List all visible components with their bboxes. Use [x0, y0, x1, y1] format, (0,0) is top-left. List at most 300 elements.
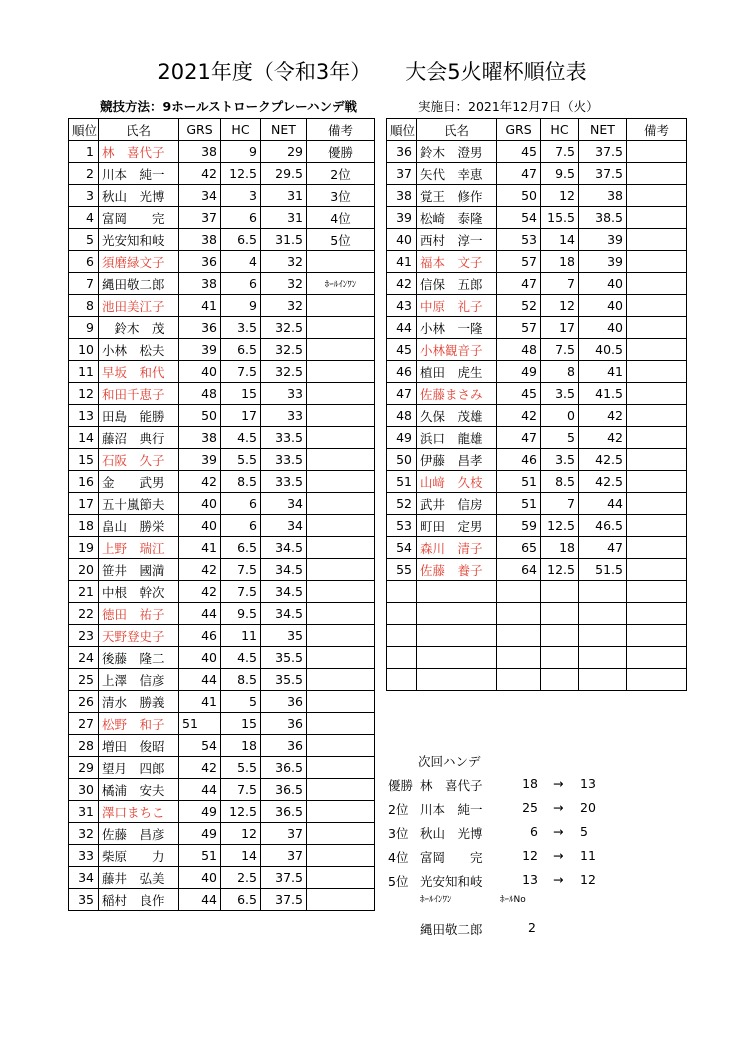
note-cell — [307, 757, 375, 779]
note-cell — [307, 669, 375, 691]
hc-cell: 3.5 — [541, 383, 579, 405]
table-row — [387, 669, 687, 691]
grs-cell — [497, 669, 541, 691]
net-cell: 40 — [579, 295, 627, 317]
header-note: 備考 — [307, 119, 375, 141]
note-cell — [307, 713, 375, 735]
note-cell — [307, 735, 375, 757]
net-cell: 51.5 — [579, 559, 627, 581]
table-row — [69, 515, 375, 537]
grs-cell: 47 — [497, 427, 541, 449]
rank-cell: 26 — [69, 691, 99, 713]
grs-cell: 52 — [497, 295, 541, 317]
grs-cell: 65 — [497, 537, 541, 559]
hc-cell: 9.5 — [221, 603, 261, 625]
header-rank: 順位 — [387, 119, 417, 141]
grs-cell: 38 — [179, 229, 221, 251]
net-cell: 37.5 — [261, 867, 307, 889]
grs-cell: 46 — [497, 449, 541, 471]
name-cell: 上澤 信彦 — [99, 669, 179, 691]
rank-cell — [387, 647, 417, 669]
rank-cell — [387, 669, 417, 691]
hole-in-one-number: 2 — [528, 920, 536, 935]
net-cell: 32 — [261, 273, 307, 295]
header-rank: 順位 — [69, 119, 99, 141]
note-cell — [627, 669, 687, 691]
table-row — [387, 625, 687, 647]
net-cell: 44 — [579, 493, 627, 515]
table-row — [69, 317, 375, 339]
grs-cell: 49 — [179, 801, 221, 823]
net-cell: 33.5 — [261, 427, 307, 449]
net-cell: 34.5 — [261, 537, 307, 559]
rank-cell: 15 — [69, 449, 99, 471]
grs-cell: 46 — [179, 625, 221, 647]
name-cell: 清水 勝義 — [99, 691, 179, 713]
table-row — [69, 163, 375, 185]
rank-cell: 4 — [69, 207, 99, 229]
note-cell — [627, 383, 687, 405]
table-row — [69, 581, 375, 603]
net-cell: 35 — [261, 625, 307, 647]
grs-cell: 44 — [179, 889, 221, 911]
table-row — [69, 735, 375, 757]
net-cell: 37 — [261, 823, 307, 845]
handicap-current: 6 — [530, 824, 538, 839]
hc-cell: 5 — [541, 427, 579, 449]
name-cell: 橘浦 安夫 — [99, 779, 179, 801]
handicap-player-name: 富岡 完 — [420, 850, 483, 865]
grs-cell: 40 — [179, 647, 221, 669]
rank-cell: 46 — [387, 361, 417, 383]
name-cell: 町田 定男 — [417, 515, 497, 537]
note-cell — [627, 493, 687, 515]
next-handicap-row — [388, 800, 708, 824]
rank-cell: 29 — [69, 757, 99, 779]
net-cell: 36.5 — [261, 801, 307, 823]
arrow-icon: → — [553, 776, 564, 791]
rank-cell: 55 — [387, 559, 417, 581]
note-cell — [307, 339, 375, 361]
rank-cell: 43 — [387, 295, 417, 317]
grs-cell: 40 — [179, 493, 221, 515]
header-name: 氏名 — [99, 119, 179, 141]
rank-cell: 35 — [69, 889, 99, 911]
table-row — [387, 361, 687, 383]
name-cell: 澤口まちこ — [99, 801, 179, 823]
note-cell — [307, 779, 375, 801]
rank-cell: 47 — [387, 383, 417, 405]
hc-cell: 7 — [541, 273, 579, 295]
note-cell — [307, 625, 375, 647]
rank-cell: 19 — [69, 537, 99, 559]
name-cell: 矢代 幸恵 — [417, 163, 497, 185]
hc-cell: 11 — [221, 625, 261, 647]
note-cell: 3位 — [307, 185, 375, 207]
rank-cell: 31 — [69, 801, 99, 823]
rank-cell: 49 — [387, 427, 417, 449]
table-row — [69, 185, 375, 207]
rank-cell: 34 — [69, 867, 99, 889]
name-cell: 上野 瑞江 — [99, 537, 179, 559]
table-row — [69, 471, 375, 493]
table-row — [69, 757, 375, 779]
net-cell: 38 — [579, 185, 627, 207]
table-row — [387, 273, 687, 295]
name-cell: 須磨緑文子 — [99, 251, 179, 273]
table-row — [69, 273, 375, 295]
note-cell — [307, 383, 375, 405]
note-cell — [307, 405, 375, 427]
arrow-icon: → — [553, 824, 564, 839]
note-cell — [627, 449, 687, 471]
rank-cell: 33 — [69, 845, 99, 867]
handicap-player-name: 林 喜代子 — [420, 778, 483, 793]
rank-cell: 5 — [69, 229, 99, 251]
rank-cell: 1 — [69, 141, 99, 163]
note-cell — [307, 867, 375, 889]
name-cell: 石阪 久子 — [99, 449, 179, 471]
table-row — [69, 141, 375, 163]
table-row — [387, 405, 687, 427]
header-hc: HC — [541, 119, 579, 141]
hc-cell: 14 — [541, 229, 579, 251]
name-cell: 伊藤 昌孝 — [417, 449, 497, 471]
note-cell — [307, 581, 375, 603]
name-cell: 西村 淳一 — [417, 229, 497, 251]
name-cell: 早坂 和代 — [99, 361, 179, 383]
note-cell — [627, 317, 687, 339]
net-cell: 33.5 — [261, 449, 307, 471]
handicap-next: 5 — [580, 824, 588, 839]
note-cell — [627, 163, 687, 185]
note-cell — [627, 471, 687, 493]
net-cell: 38.5 — [579, 207, 627, 229]
table-row — [69, 625, 375, 647]
net-cell: 39 — [579, 229, 627, 251]
header-note: 備考 — [627, 119, 687, 141]
grs-cell — [497, 625, 541, 647]
grs-cell: 44 — [179, 603, 221, 625]
hc-cell: 5.5 — [221, 449, 261, 471]
name-cell: 柴原 力 — [99, 845, 179, 867]
hc-cell — [541, 603, 579, 625]
name-cell: 金 武男 — [99, 471, 179, 493]
note-cell — [627, 427, 687, 449]
hc-cell: 4 — [221, 251, 261, 273]
table-row — [387, 427, 687, 449]
grs-cell: 54 — [497, 207, 541, 229]
hc-cell: 7.5 — [221, 361, 261, 383]
note-cell — [627, 339, 687, 361]
net-cell: 36.5 — [261, 779, 307, 801]
next-handicap-row — [388, 824, 708, 848]
grs-cell: 41 — [179, 295, 221, 317]
table-row — [69, 867, 375, 889]
name-cell: 縄田敬二郎 — [99, 273, 179, 295]
grs-cell: 47 — [497, 273, 541, 295]
hc-cell: 18 — [541, 251, 579, 273]
name-cell: 森川 清子 — [417, 537, 497, 559]
net-cell: 42.5 — [579, 471, 627, 493]
ranking-table-right — [386, 118, 687, 691]
hc-cell: 6 — [221, 207, 261, 229]
hc-cell: 12.5 — [541, 559, 579, 581]
note-cell — [307, 493, 375, 515]
table-row — [69, 207, 375, 229]
grs-cell: 42 — [179, 471, 221, 493]
note-cell — [307, 515, 375, 537]
net-cell — [579, 625, 627, 647]
note-cell: 優勝 — [307, 141, 375, 163]
net-cell: 47 — [579, 537, 627, 559]
net-cell: 36 — [261, 735, 307, 757]
table-row — [387, 581, 687, 603]
net-cell: 40 — [579, 317, 627, 339]
net-cell: 32.5 — [261, 317, 307, 339]
net-cell: 40 — [579, 273, 627, 295]
next-handicap-row — [388, 776, 708, 800]
header-net: NET — [579, 119, 627, 141]
rank-cell: 10 — [69, 339, 99, 361]
next-handicap-title: 次回ハンデ — [418, 754, 481, 769]
net-cell: 36.5 — [261, 757, 307, 779]
name-cell: 小林 一隆 — [417, 317, 497, 339]
net-cell: 42 — [579, 405, 627, 427]
name-cell: 後藤 隆二 — [99, 647, 179, 669]
hc-cell: 7 — [541, 493, 579, 515]
hc-cell: 12.5 — [221, 163, 261, 185]
net-cell: 39 — [579, 251, 627, 273]
hc-cell: 7.5 — [221, 559, 261, 581]
rank-cell: 44 — [387, 317, 417, 339]
net-cell: 36 — [261, 691, 307, 713]
rank-cell: 13 — [69, 405, 99, 427]
name-cell: 五十嵐節夫 — [99, 493, 179, 515]
note-cell — [307, 471, 375, 493]
grs-cell — [497, 603, 541, 625]
grs-cell: 45 — [497, 383, 541, 405]
name-cell: 鈴木 澄男 — [417, 141, 497, 163]
hc-cell: 12 — [541, 295, 579, 317]
note-cell — [307, 449, 375, 471]
hole-in-one-label: ﾎｰﾙｲﾝﾜﾝ — [420, 895, 452, 905]
note-cell — [627, 515, 687, 537]
name-cell: 佐藤 養子 — [417, 559, 497, 581]
name-cell: 福本 文子 — [417, 251, 497, 273]
name-cell: 中原 礼子 — [417, 295, 497, 317]
table-row — [387, 493, 687, 515]
hc-cell: 12 — [221, 823, 261, 845]
grs-cell: 51 — [497, 471, 541, 493]
rank-cell — [387, 603, 417, 625]
net-cell: 34 — [261, 515, 307, 537]
rank-cell — [387, 581, 417, 603]
grs-cell: 54 — [179, 735, 221, 757]
hc-cell: 7.5 — [221, 581, 261, 603]
hc-cell: 15.5 — [541, 207, 579, 229]
title-event: 大会5火曜杯順位表 — [405, 60, 587, 84]
grs-cell: 40 — [179, 515, 221, 537]
rank-cell: 42 — [387, 273, 417, 295]
rank-cell: 30 — [69, 779, 99, 801]
table-row — [69, 537, 375, 559]
net-cell: 37.5 — [579, 163, 627, 185]
rank-cell: 50 — [387, 449, 417, 471]
rank-cell: 20 — [69, 559, 99, 581]
name-cell: 富岡 完 — [99, 207, 179, 229]
table-row — [387, 537, 687, 559]
note-cell — [627, 405, 687, 427]
name-cell: 増田 俊昭 — [99, 735, 179, 757]
name-cell: 武井 信房 — [417, 493, 497, 515]
table-row — [69, 823, 375, 845]
hc-cell: 6.5 — [221, 889, 261, 911]
net-cell: 41.5 — [579, 383, 627, 405]
net-cell: 33.5 — [261, 471, 307, 493]
arrow-icon: → — [553, 848, 564, 863]
net-cell: 34 — [261, 493, 307, 515]
event-date: 実施日：2021年12月7日（火） — [418, 99, 599, 114]
grs-cell: 41 — [179, 691, 221, 713]
name-cell: 山﨑 久枝 — [417, 471, 497, 493]
note-cell — [307, 361, 375, 383]
note-cell — [627, 581, 687, 603]
net-cell: 40.5 — [579, 339, 627, 361]
next-handicap-row — [388, 848, 708, 872]
note-cell — [627, 537, 687, 559]
table-header-row — [387, 119, 687, 141]
rank-cell: 6 — [69, 251, 99, 273]
note-cell: ﾎｰﾙｲﾝﾜﾝ — [307, 273, 375, 295]
table-row — [69, 493, 375, 515]
table-row — [69, 603, 375, 625]
table-row — [69, 339, 375, 361]
table-row — [387, 251, 687, 273]
hc-cell: 9 — [221, 141, 261, 163]
net-cell: 32 — [261, 295, 307, 317]
table-row — [387, 295, 687, 317]
note-cell — [627, 185, 687, 207]
name-cell: 松野 和子 — [99, 713, 179, 735]
name-cell: 田島 能勝 — [99, 405, 179, 427]
hc-cell: 4.5 — [221, 647, 261, 669]
table-row — [69, 801, 375, 823]
header-net: NET — [261, 119, 307, 141]
grs-cell: 41 — [179, 537, 221, 559]
table-row — [69, 889, 375, 911]
hc-cell — [541, 625, 579, 647]
note-cell — [627, 207, 687, 229]
hc-cell: 14 — [221, 845, 261, 867]
name-cell — [417, 647, 497, 669]
table-row — [69, 295, 375, 317]
name-cell: 笹井 國満 — [99, 559, 179, 581]
net-cell: 31.5 — [261, 229, 307, 251]
table-row — [387, 515, 687, 537]
hc-cell: 4.5 — [221, 427, 261, 449]
name-cell: 池田美江子 — [99, 295, 179, 317]
name-cell: 佐藤 昌彦 — [99, 823, 179, 845]
rank-cell: 22 — [69, 603, 99, 625]
grs-cell: 51 — [179, 713, 221, 735]
hole-in-one-labels — [388, 892, 708, 916]
name-cell: 林 喜代子 — [99, 141, 179, 163]
name-cell: 浜口 龍雄 — [417, 427, 497, 449]
hc-cell: 15 — [221, 383, 261, 405]
net-cell: 32.5 — [261, 361, 307, 383]
name-cell: 小林観音子 — [417, 339, 497, 361]
rank-cell: 38 — [387, 185, 417, 207]
name-cell: 信保 五郎 — [417, 273, 497, 295]
rank-cell: 39 — [387, 207, 417, 229]
table-row — [69, 383, 375, 405]
table-row — [69, 251, 375, 273]
grs-cell: 36 — [179, 317, 221, 339]
rank-cell: 51 — [387, 471, 417, 493]
header-name: 氏名 — [417, 119, 497, 141]
header-grs: GRS — [497, 119, 541, 141]
note-cell — [307, 603, 375, 625]
table-row — [69, 449, 375, 471]
net-cell: 46.5 — [579, 515, 627, 537]
grs-cell: 44 — [179, 779, 221, 801]
net-cell: 34.5 — [261, 603, 307, 625]
grs-cell — [497, 647, 541, 669]
hc-cell: 15 — [221, 713, 261, 735]
name-cell: 佐藤まさみ — [417, 383, 497, 405]
grs-cell — [497, 581, 541, 603]
grs-cell: 42 — [497, 405, 541, 427]
note-cell — [627, 273, 687, 295]
note-cell — [627, 559, 687, 581]
net-cell: 36 — [261, 713, 307, 735]
hc-cell: 6 — [221, 493, 261, 515]
hc-cell: 3.5 — [541, 449, 579, 471]
note-cell — [627, 251, 687, 273]
name-cell: 藤井 弘美 — [99, 867, 179, 889]
name-cell: 川本 純一 — [99, 163, 179, 185]
handicap-current: 18 — [522, 776, 538, 791]
hc-cell: 6 — [221, 273, 261, 295]
hc-cell: 2.5 — [221, 867, 261, 889]
rank-cell: 53 — [387, 515, 417, 537]
grs-cell: 53 — [497, 229, 541, 251]
grs-cell: 40 — [179, 867, 221, 889]
name-cell: 藤沼 典行 — [99, 427, 179, 449]
rank-cell: 40 — [387, 229, 417, 251]
note-cell — [627, 229, 687, 251]
grs-cell: 42 — [179, 163, 221, 185]
grs-cell: 45 — [497, 141, 541, 163]
note-cell — [307, 295, 375, 317]
name-cell: 秋山 光博 — [99, 185, 179, 207]
name-cell: 稲村 良作 — [99, 889, 179, 911]
grs-cell: 51 — [497, 493, 541, 515]
note-cell — [307, 559, 375, 581]
net-cell: 35.5 — [261, 647, 307, 669]
note-cell — [627, 295, 687, 317]
rank-cell: 48 — [387, 405, 417, 427]
handicap-position: 3位 — [388, 826, 409, 841]
note-cell: 2位 — [307, 163, 375, 185]
name-cell: 光安知和岐 — [99, 229, 179, 251]
hc-cell: 8 — [541, 361, 579, 383]
name-cell: 和田千恵子 — [99, 383, 179, 405]
net-cell: 41 — [579, 361, 627, 383]
page-title — [0, 56, 744, 86]
net-cell: 37 — [261, 845, 307, 867]
